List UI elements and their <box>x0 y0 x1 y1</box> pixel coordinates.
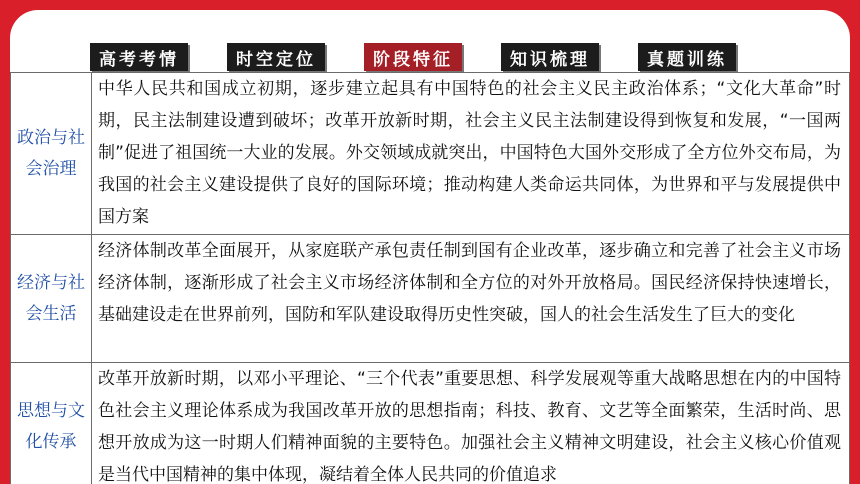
table-row <box>11 73 850 235</box>
tab-knowledge-review[interactable]: 知识梳理 <box>501 43 599 71</box>
stage-features-table <box>10 72 850 484</box>
tab-exam-overview[interactable]: 高考考情 <box>90 43 188 71</box>
row-label-politics: 政治与社会治理 <box>11 73 92 235</box>
tab-exam-practice[interactable]: 真题训练 <box>638 43 736 71</box>
tab-stage-features[interactable]: 阶段特征 <box>364 43 462 71</box>
table-row <box>11 235 850 363</box>
tab-bar <box>10 43 850 73</box>
row-content-culture: 改革开放新时期，以邓小平理论、“三个代表”重要思想、科学发展观等重大战略思想在内的中国特色社会主义理论体系成为我国改革开放的思想指南；科技、教育、文艺等全面繁荣，生活时尚、思想开放成为这一时期人们精神面貌的主要特色。加强社会主义精神文明建设，社会主义核心价值观是当代中国精神的集中体现，凝结着全体人民共同的价值追求 <box>92 363 850 484</box>
tab-timeline-position[interactable]: 时空定位 <box>227 43 325 71</box>
table-row <box>11 363 850 484</box>
row-label-culture: 思想与文化传承 <box>11 363 92 484</box>
content-card <box>10 10 850 484</box>
row-label-economy: 经济与社会生活 <box>11 235 92 363</box>
row-content-politics: 中华人民共和国成立初期，逐步建立起具有中国特色的社会主义民主政治体系；“文化大革命”时期，民主法制建设遭到破坏；改革开放新时期，社会主义民主法制建设得到恢复和发展，“一国两制”促进了祖国统一大业的发展。外交领域成就突出，中国特色大国外交形成了全方位外交布局，为我国的社会主义建设提供了良好的国际环境；推动构建人类命运共同体，为世界和平与发展提供中国方案 <box>92 73 850 235</box>
row-content-economy: 经济体制改革全面展开，从家庭联产承包责任制到国有企业改革，逐步确立和完善了社会主义市场经济体制，逐渐形成了社会主义市场经济体制和全方位的对外开放格局。国民经济保持快速增长，基础建设走在世界前列，国防和军队建设取得历史性突破，国人的社会生活发生了巨大的变化 <box>92 235 850 363</box>
